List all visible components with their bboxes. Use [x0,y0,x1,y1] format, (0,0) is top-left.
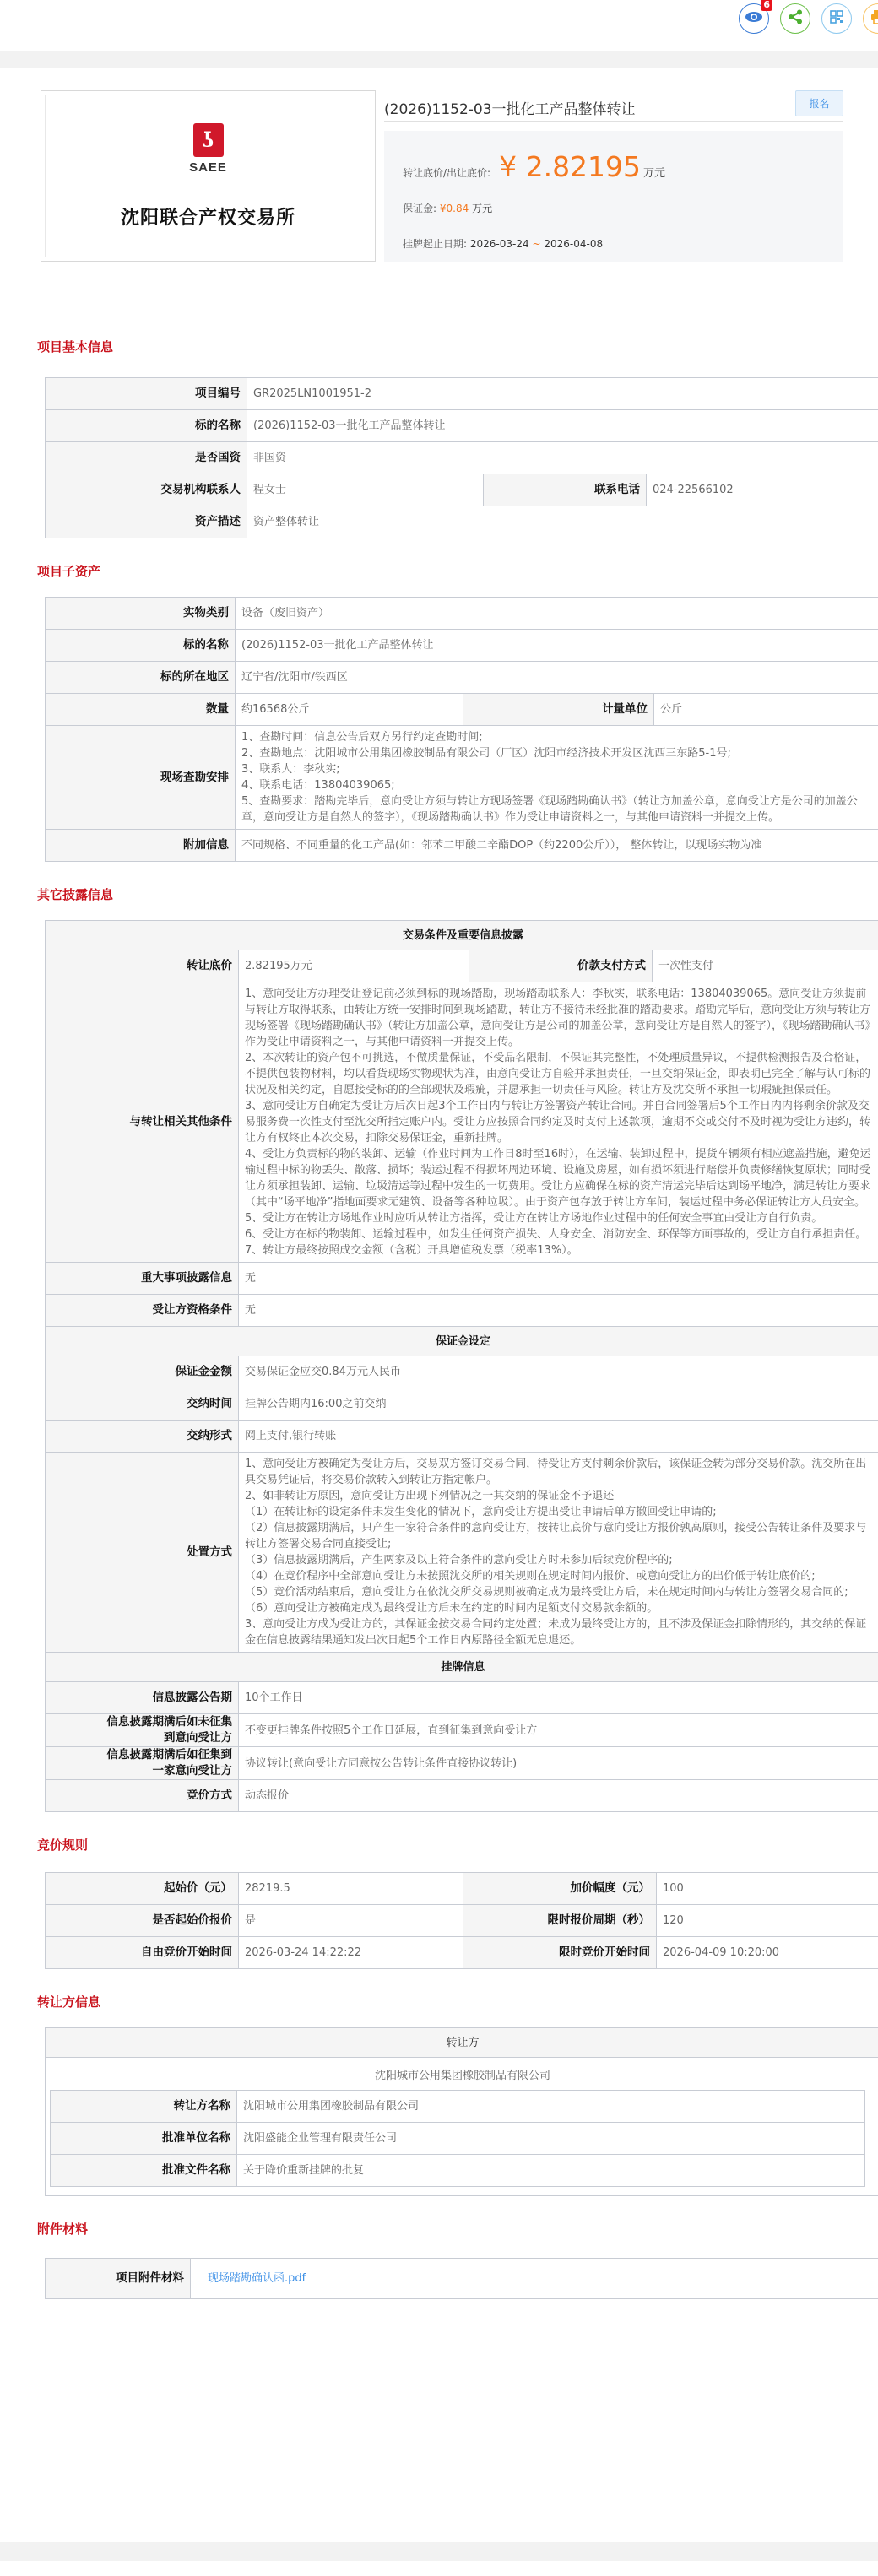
seller-name-value: 沈阳城市公用集团橡胶制品有限公司 [237,2091,865,2123]
qualification-label: 受让方资格条件 [46,1295,239,1327]
view-count-button[interactable] [739,0,770,34]
disposal-line: （6）意向受让方被确定成为最终受让方后未在约定的时间内足额支付交易款余额的。 [245,1602,658,1615]
attachment-label: 项目附件材料 [46,2259,191,2299]
inspection-line: 2、查勘地点：沈阳城市公用集团橡胶制品有限公司（厂区）沈阳市经济技术开发区沈西三东路5-1号; [241,747,731,760]
date-separator: ~ [532,238,541,250]
asset-name-label: 标的名称 [46,630,236,662]
category-value: 设备（废旧资产） [236,598,878,630]
bidding-rules-table [45,1872,878,1969]
date-start: 2026-03-24 [469,238,529,250]
logo-text-en: SAEE [189,160,227,175]
date-end: 2026-04-08 [544,238,604,250]
disposal-line: （4）在竞价程序中全部意向受让方未按照沈交所的相关规则在规定时间内报价、或意向受让方的出价低于转让底价的; [245,1570,816,1583]
project-header [17,68,861,321]
subheader-trade-conditions: 交易条件及重要信息披露 [46,921,878,950]
table-row [46,1327,878,1356]
price-unit: 万元 [643,167,666,180]
base-price-value: 2.82195万元 [239,950,469,982]
section-title-other: 其它披露信息 [37,887,114,902]
disposal-label: 处置方式 [46,1453,239,1653]
phone-label: 联系电话 [484,474,647,506]
disposal-line: 3、意向受让方成为受让方的，其保证金按交易合同约定处置；未成为最终受让方的，且不涉及保证金扣除情形的，其交纳的保证金在信息披露结果通知发出次日起5个工作日内原路径全额无息退还。 [245,1618,867,1647]
condition-line: 3、意向受让方自确定为受让方后次日起3个工作日内与转让方签署资产转让合同。并自合同签署后5个工作日内内将剩余价款及交易服务费一次性支付至沈交所指定账户内。受让方应按照合同约定及时支付上述款项，逾期不交或交付不及时视为受让方违约，转让方有权终止本次交易，扣除交易保证金，重新挂牌。 [245,1100,871,1145]
subject-name-label: 标的名称 [46,410,247,442]
section-title-attachments: 附件材料 [37,2222,89,2237]
deposit-form-label: 交纳形式 [46,1421,239,1453]
bid-period-label: 限时报价周期（秒） [463,1905,657,1937]
increment-label: 加价幅度（元） [463,1873,657,1905]
table-row [46,830,878,862]
qr-code-icon [830,10,843,27]
unit-label: 计量单位 [463,694,654,726]
project-summary [384,90,843,321]
table-row [46,2028,878,2058]
timed-bid-start-value: 2026-04-09 10:20:00 [657,1937,878,1969]
deposit-amount-label: 保证金金额 [46,1356,239,1388]
free-bid-start-value: 2026-03-24 14:22:22 [239,1937,463,1969]
disposal-line: （1）在转让标的设定条件未发生变化的情况下，意向受让方提出受让申请后单方撤回受让申请的; [245,1506,717,1518]
table-row [51,2155,865,2187]
asset-name-value: (2026)1152-03一批化工产品整体转让 [236,630,878,662]
table-row [51,2091,865,2123]
table-row [46,1873,878,1905]
deposit-row [403,201,843,215]
table-row [46,726,878,830]
approval-doc-label: 批准文件名称 [51,2155,237,2187]
table-row [46,474,878,506]
table-row [46,1937,878,1969]
table-row [46,950,878,982]
seller-table [45,2027,878,2196]
category-label: 实物类别 [46,598,236,630]
signup-button[interactable]: 报名 [795,90,843,116]
one-buyer-value: 协议转让(意向受让方同意按公告转让条件直接协议转让) [239,1747,878,1780]
asset-desc-label: 资产描述 [46,506,247,538]
subheader-listing: 挂牌信息 [46,1653,878,1682]
timed-bid-start-label: 限时竞价开始时间 [463,1937,657,1969]
view-count-badge: 6 [761,0,772,11]
inspection-line: 3、联系人：李秋实; [241,763,340,776]
project-no-value: GR2025LN1001951-2 [247,378,878,410]
price-row [403,131,843,181]
inspection-line: 1、查勘时间：信息公告后双方另行约定查勘时间; [241,731,483,744]
condition-line: 5、受让方在转让方场地作业时应听从转让方指挥，受让方在转让方场地作业过程中的任何安全事宜由受让方自行负责。 [245,1212,823,1225]
disclosure-table [45,920,878,1812]
extra-info-value: 不同规格、不同重量的化工产品(如：邻苯二甲酸二辛酯DOP（约2200公斤））， 整体转让，以现场实物为准 [236,830,878,862]
saee-logo-icon: ʖ [193,123,224,157]
table-row [46,1421,878,1453]
seller-name-label: 转让方名称 [51,2091,237,2123]
phone-value: 024-22566102 [647,474,878,506]
qualification-value: 无 [239,1295,878,1327]
disposal-line: 1、意向受让方被确定为受让方后，交易双方签订交易合同，待受让方支付剩余价款后，该保证金转为部分交易价款。沈交所在出具交易凭证后，将交易价款转入到转让方指定帐户。 [245,1458,867,1486]
print-button[interactable] [863,3,878,34]
table-row [46,442,878,474]
approval-doc-value: 关于降价重新挂牌的批复 [237,2155,865,2187]
table-row [46,694,878,726]
subheader-deposit: 保证金设定 [46,1327,878,1356]
date-label: 挂牌起止日期: [403,238,468,250]
inspection-value [236,726,878,830]
table-row [46,410,878,442]
attachment-cell [191,2259,878,2299]
price-value: ¥ 2.82195 [499,150,642,183]
page-title: (2026)1152-03一批化工产品整体转让 [384,101,636,118]
footer-strip [0,2542,878,2561]
table-row [46,1388,878,1421]
price-box [384,131,843,262]
region-value: 辽宁省/沈阳市/铁西区 [236,662,878,694]
unit-value: 公斤 [654,694,878,726]
bid-method-label: 竞价方式 [46,1780,239,1812]
table-row [46,378,878,410]
payment-value: 一次性支付 [653,950,878,982]
state-owned-label: 是否国资 [46,442,247,474]
condition-line: 6、受让方在标的物装卸、运输过程中，如发生任何资产损失、人身安全、消防安全、环保等方面事故的，受让方自行承担责任。 [245,1228,867,1241]
start-price-value: 28219.5 [239,1873,463,1905]
table-row [46,506,878,538]
listing-date-row [403,236,843,251]
main-content [17,68,871,2299]
free-bid-start-label: 自由竞价开始时间 [46,1937,239,1969]
seller-company-name: 沈阳城市公用集团橡胶制品有限公司 [374,2070,550,2082]
table-row [46,1905,878,1937]
extra-info-label: 附加信息 [46,830,236,862]
bid-method-value: 动态报价 [239,1780,878,1812]
deposit-label: 保证金: [403,203,437,214]
table-row [46,1356,878,1388]
start-bid-label: 是否起始价报价 [46,1905,239,1937]
disposal-value [239,1453,878,1653]
deposit-unit: 万元 [472,203,493,214]
start-price-label: 起始价（元） [46,1873,239,1905]
table-row [46,1295,878,1327]
contact-label: 交易机构联系人 [46,474,247,506]
table-row [51,2123,865,2155]
quantity-label: 数量 [46,694,236,726]
sub-asset-table [45,597,878,862]
subject-name-value: (2026)1152-03一批化工产品整体转让 [247,410,878,442]
attachments-table [45,2258,878,2299]
eye-icon [745,11,763,26]
logo-text-cn: 沈阳联合产权交易所 [120,206,295,229]
quantity-value: 约16568公斤 [236,694,463,726]
major-disclosure-label: 重大事项披露信息 [46,1263,239,1295]
bid-period-value: 120 [657,1905,878,1937]
disposal-line: （2）信息披露期满后，只产生一家符合条件的意向受让方，按转让底价与意向受让方报价孰高原则，接受公告转让条件及要求与转让方签署交易合同直接受让; [245,1522,867,1550]
deposit-time-value: 挂牌公告期内16:00之前交纳 [239,1388,878,1421]
table-row [46,1653,878,1682]
section-title-bidding: 竞价规则 [37,1837,89,1853]
disposal-line: （3）信息披露期满后，产生两家及以上符合条件的意向受让方时未参加后续竞价程序的; [245,1554,673,1567]
state-owned-value: 非国资 [247,442,878,474]
project-no-label: 项目编号 [46,378,247,410]
condition-line: 1、意向受让方办理受让登记前必须到标的现场踏勘，现场踏勘联系人：李秋实，联系电话：13804039065。意向受让方须提前与转让方取得联系，由转让方统一安排时间到现场踏勘，转让方不接待未经批准的踏勘要求。踏勘完毕后，意向受让方须与转让方现场签署《现场踏勘确认书》（转让方加盖公章，意向受让方是公司的加盖公章，意向受让方是自然人的签字），《现场踏勘确认书》作为受让申请资料之一，与其他申请资料一并提交上传。 [245,988,871,1048]
deposit-amount-value: 交易保证金应交0.84万元人民币 [239,1356,878,1388]
condition-line: 4、受让方负责标的物的装卸、运输（作业时间为工作日8时至16时），在运输、装卸过程中，提货车辆须有相应遮盖措施，避免运输过程中标的物丢失、散落、损坏；装运过程不得损坏周边环境、设施及房屋，如有损坏须进行赔偿并负责修缮恢复原状；同时受让方须承担装卸、运输、垃圾清运等过程中发生的一切费用。受让方应确保在标的资产清运完毕后达到场平地净，满足转让方要求（其中“场平地净”指地面要求无建筑、设备等各种垃圾）。由于资产包存放于转让方车间，装运过程中务必保证转让方人员安全。 [245,1148,871,1209]
top-toolbar [0,0,878,51]
basic-info-table [45,377,878,538]
announce-period-value: 10个工作日 [239,1682,878,1714]
qr-code-button[interactable] [821,3,852,34]
contact-value: 程女士 [247,474,484,506]
base-price-label: 转让底价 [46,950,239,982]
table-row [46,1263,878,1295]
conditions-value [239,982,878,1263]
table-row [46,1780,878,1812]
share-icon [788,9,803,28]
table-row [46,630,878,662]
table-row [46,921,878,950]
inspection-label: 现场查勘安排 [46,726,236,830]
no-buyer-value: 不变更挂牌条件按照5个工作日延展，直到征集到意向受让方 [239,1714,878,1747]
deposit-time-label: 交纳时间 [46,1388,239,1421]
deposit-form-value: 网上支付,银行转账 [239,1421,878,1453]
condition-line: 2、本次转让的资产包不可挑选，不做质量保证，不受品名限制，不保证其完整性，不处理质量异议，不提供检测报告及合格证，不提供包装物材料，均以看货现场实物现状为准，由意向受让方自验并承担责任，一旦交纳保证金，即表明已完全了解与认可标的状况及相关约定，自愿接受标的的全部现状及瑕疵，并愿承担一切责任与风险。转让方及沈交所不承担一切瑕疵担保责任。 [245,1052,871,1096]
share-button[interactable] [780,3,810,34]
logo-box [41,90,376,262]
price-label: 转让底价/出让底价: [403,167,491,179]
attachment-link[interactable]: 现场踏勘确认函.pdf [208,2272,306,2285]
inspection-line: 4、联系电话：13804039065; [241,779,395,792]
section-title-seller: 转让方信息 [37,1994,101,2010]
seller-header: 转让方 [46,2028,878,2058]
section-title-sub-asset: 项目子资产 [37,564,101,579]
conditions-label: 与转让相关其他条件 [46,982,239,1263]
inspection-line: 5、查勘要求：踏勘完毕后，意向受让方须与转让方现场签署《现场踏勘确认书》（转让方加盖公章，意向受让方是公司的加盖公章，意向受让方是自然人的签字），《现场踏勘确认书》作为受让申请资料之一，与其他申请资料一并提交上传。 [241,795,858,824]
increment-value: 100 [657,1873,878,1905]
table-row [46,598,878,630]
table-row [46,982,878,1263]
table-row [46,662,878,694]
table-row [46,2259,878,2299]
title-row [384,90,843,122]
major-disclosure-value: 无 [239,1263,878,1295]
print-icon [870,9,878,28]
table-row [46,2058,878,2196]
table-row [46,1453,878,1653]
seller-body [46,2058,878,2196]
table-row [46,1747,878,1780]
deposit-value: ¥0.84 [439,203,469,214]
approver-label: 批准单位名称 [51,2123,237,2155]
table-row [46,1682,878,1714]
seller-details-table [50,2090,865,2187]
start-bid-value: 是 [239,1905,463,1937]
region-label: 标的所在地区 [46,662,236,694]
one-buyer-label: 信息披露期满后如征集到一家意向受让方 [46,1747,239,1780]
approver-value: 沈阳盛能企业管理有限责任公司 [237,2123,865,2155]
disposal-line: （5）竞价活动结束后，意向受让方在依沈交所交易规则被确定成为最终受让方后，未在规定时间内与转让方签署交易合同的; [245,1586,848,1599]
action-icons [739,0,878,34]
no-buyer-label: 信息披露期满后如未征集到意向受让方 [46,1714,239,1747]
announce-period-label: 信息披露公告期 [46,1682,239,1714]
table-row [46,1714,878,1747]
asset-desc-value: 资产整体转让 [247,506,878,538]
divider-strip [0,51,878,68]
disposal-line: 2、如非转让方原因，意向受让方出现下列情况之一其交纳的保证金不予退还 [245,1490,615,1502]
section-title-basic: 项目基本信息 [37,339,114,354]
payment-label: 价款支付方式 [469,950,653,982]
condition-line: 7、转让方最终按照成交金额（含税）开具增值税发票（税率13%）。 [245,1244,578,1257]
logo [45,95,371,257]
